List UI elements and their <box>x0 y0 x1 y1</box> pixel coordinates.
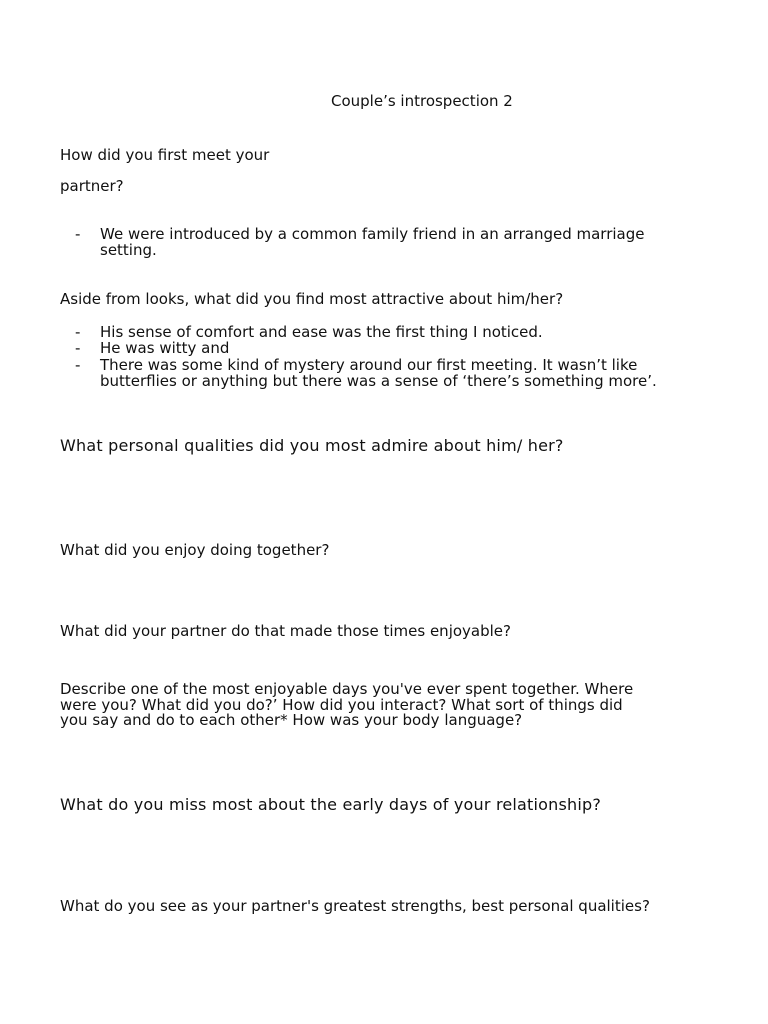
bullet-dash: - <box>75 225 81 243</box>
question-partner-strengths: What do you see as your partner's greatest strengths, best personal qualities? <box>60 897 650 915</box>
question-first-meet-line-1: How did you first meet your <box>60 146 270 164</box>
bullet-dash: - <box>75 355 81 374</box>
question-attractive: Aside from looks, what did you find most attractive about him/her? <box>60 290 564 308</box>
answer-text-line: butterflies or anything but there was a sense of ‘there’s something more’. <box>100 371 657 390</box>
answer-text-line: There was some kind of mystery around our first meeting. It wasn’t like <box>100 355 638 374</box>
answer-text-line: We were introduced by a common family friend in an arranged marriage <box>100 225 645 243</box>
bullet-dash: - <box>75 339 81 358</box>
question-miss-early-days: What do you miss most about the early days of your relationship? <box>60 795 602 814</box>
question-line: you say and do to each other* How was your body language? <box>60 711 523 730</box>
question-enjoyable-day <box>60 682 633 729</box>
question-line: were you? What did you do?’ How did you interact? What sort of things did <box>60 695 623 714</box>
list-item <box>60 340 720 356</box>
document-title: Couple’s introspection 2 <box>331 92 513 110</box>
answer-list-first-meet <box>60 226 720 259</box>
question-admire-qualities: What personal qualities did you most admire about him/ her? <box>60 436 564 455</box>
answer-text-line: He was witty and <box>100 339 230 358</box>
question-line: Describe one of the most enjoyable days you've ever spent together. Where <box>60 680 634 698</box>
list-item <box>60 226 720 259</box>
bullet-dash: - <box>75 323 81 341</box>
question-enjoy-together: What did you enjoy doing together? <box>60 541 330 559</box>
answer-text-line: His sense of comfort and ease was the first thing I noticed. <box>100 323 543 341</box>
answer-list-attractive <box>60 324 720 389</box>
list-item <box>60 357 720 390</box>
question-partner-enjoyable: What did your partner do that made those times enjoyable? <box>60 622 511 640</box>
answer-text-line: setting. <box>100 241 157 260</box>
list-item <box>60 324 720 340</box>
question-first-meet-line-2: partner? <box>60 177 124 195</box>
